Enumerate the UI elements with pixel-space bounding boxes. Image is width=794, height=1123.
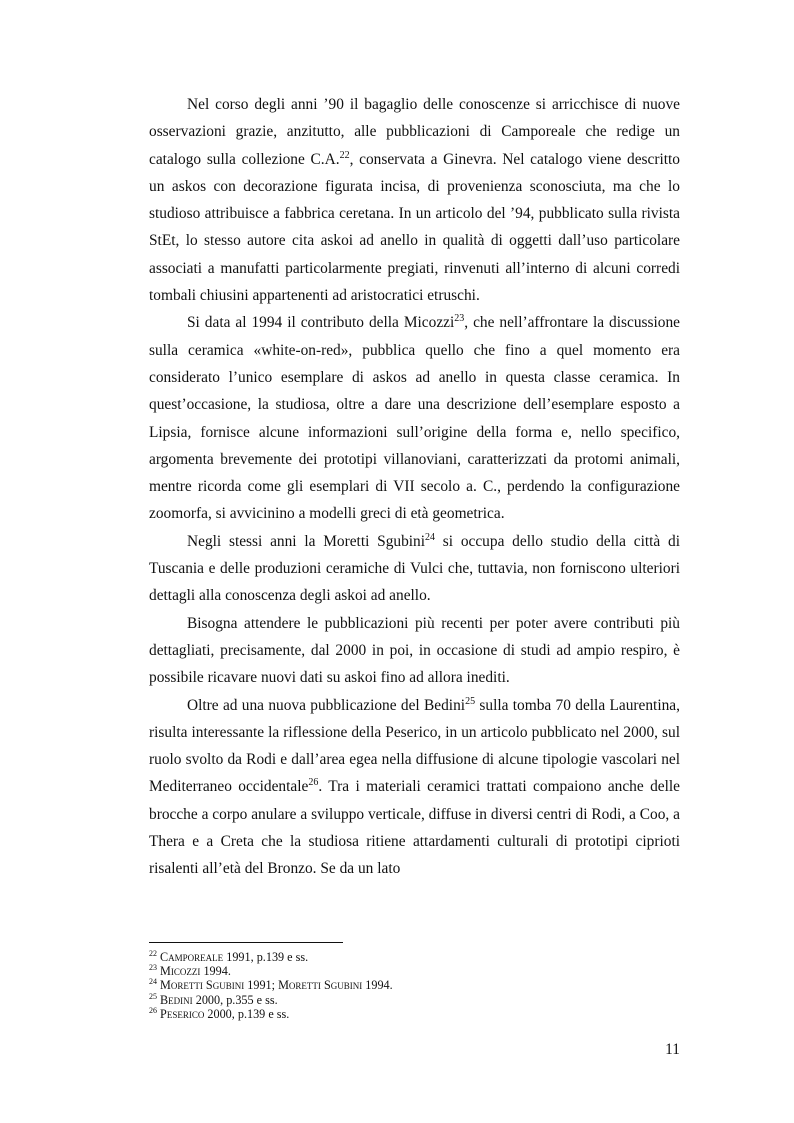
footnote-reference: 23 (454, 313, 465, 325)
paragraph-text: sulla tomba 70 della Laurentina, risulta interessante la riflessione della Peserico, in un articolo pubblicato nel 2000, sul ruolo svolto da Rodi e dall’area egea nella diffusione di alcune tipologie vascolari nel Mediterraneo occidentale (149, 696, 680, 796)
paragraph-text: . Tra i materiali ceramici trattati compaiono anche delle brocche a corpo anulare a sviluppo verticale, diffuse in diversi centri di Rodi, a Coo, a Thera e a Creta che la studiosa ritiene attardamenti culturali di prototipi ciprioti risalenti all’età del Bronzo. Se da un lato (149, 778, 680, 878)
body-text (149, 91, 680, 883)
paragraph-text: Bisogna attendere le pubblicazioni più recenti per poter avere contributi più dettagliati, precisamente, dal 2000 in poi, in occasione di studi ad ampio respiro, è possibile ricavare nuovi dati su askoi fino ad allora inediti. (149, 614, 680, 687)
paragraph (149, 91, 680, 309)
paragraph-text: Si data al 1994 il contributo della Micozzi (187, 314, 455, 332)
paragraph-text: Nel corso degli anni ’90 il bagaglio delle conoscenze si arricchisce di nuove osservazioni grazie, anzitutto, alle pubblicazioni di Camporeale che redige un catalogo sulla collezione C.A. (149, 96, 680, 168)
footnote-number: 26 (149, 1005, 157, 1015)
page-number: 11 (665, 1041, 680, 1058)
footnote-text: 1991; (244, 978, 279, 993)
footnote (149, 950, 680, 964)
paragraph-text: Oltre ad una nuova pubblicazione del Bedini (187, 696, 466, 714)
footnote-text: 2000, p.139 e ss. (204, 1006, 290, 1021)
paragraph (149, 528, 680, 610)
footnote-reference: 22 (339, 149, 350, 161)
footnote (149, 993, 680, 1007)
footnote-author: Micozzi (160, 964, 201, 979)
footnote (149, 964, 680, 978)
footnote (149, 1007, 680, 1021)
paragraph (149, 692, 680, 883)
footnote-author: Moretti Sgubini (278, 978, 363, 993)
footnote-separator (149, 942, 343, 943)
paragraph-text: Negli stessi anni la Moretti Sgubini (187, 532, 426, 550)
footnote-author: Camporeale (160, 950, 224, 964)
footnote-author: Peserico (160, 1006, 205, 1021)
footnote (149, 978, 680, 992)
footnote-number: 24 (149, 977, 157, 987)
footnote-reference: 25 (465, 695, 476, 707)
footnote-text: 1994. (200, 964, 231, 979)
footnote-text: 2000, p.355 e ss. (192, 992, 278, 1007)
footnote-author: Moretti Sgubini (160, 978, 245, 993)
footnote-number: 22 (149, 948, 157, 958)
footnote-number: 23 (149, 963, 157, 973)
footnote-author: Bedini (160, 992, 193, 1007)
paragraph-text: , conservata a Ginevra. Nel catalogo viene descritto un askos con decorazione figurata incisa, di provenienza sconosciuta, ma che lo studioso attribuisce a fabbrica ceretana. In un articolo del ’94, pubblicato sulla rivista StEt, lo stesso autore cita askoi ad anello in qualità di oggetti dall’uso particolare associati a manufatti particolarmente pregiati, rinvenuti all’interno di alcuni corredi tombali chiusini appartenenti ad aristocratici etruschi. (149, 150, 680, 305)
footnote-reference: 24 (425, 531, 436, 543)
footnote-text: 1994. (362, 978, 393, 993)
footnote-text: 1991, p.139 e ss. (223, 950, 309, 964)
footnote-reference: 26 (308, 777, 319, 789)
paragraph-text: , che nell’affrontare la discussione sulla ceramica «white-on-red», pubblica quello che fino a quel momento era considerato l’unico esemplare di askos ad anello in questa classe ceramica. In quest’occasione, la studiosa, oltre a dare una descrizione dell’esemplare esposto a Lipsia, fornisce alcune informazioni sull’origine della forma e, nello specifico, argomenta brevemente dei prototipi villanoviani, caratterizzati da protomi animali, mentre ricorda come gli esemplari di VII secolo a. C., perdendo la configurazione zoomorfa, si avvicinino a modelli greci di età geometrica. (149, 314, 680, 523)
footnotes (149, 950, 680, 1021)
footnote-number: 25 (149, 991, 157, 1001)
paragraph (149, 309, 680, 527)
paragraph-text: si occupa dello studio della città di Tuscania e delle produzioni ceramiche di Vulci che, tuttavia, non forniscono ulteriori dettagli alla conoscenza degli askoi ad anello. (149, 532, 680, 605)
paragraph (149, 610, 680, 692)
